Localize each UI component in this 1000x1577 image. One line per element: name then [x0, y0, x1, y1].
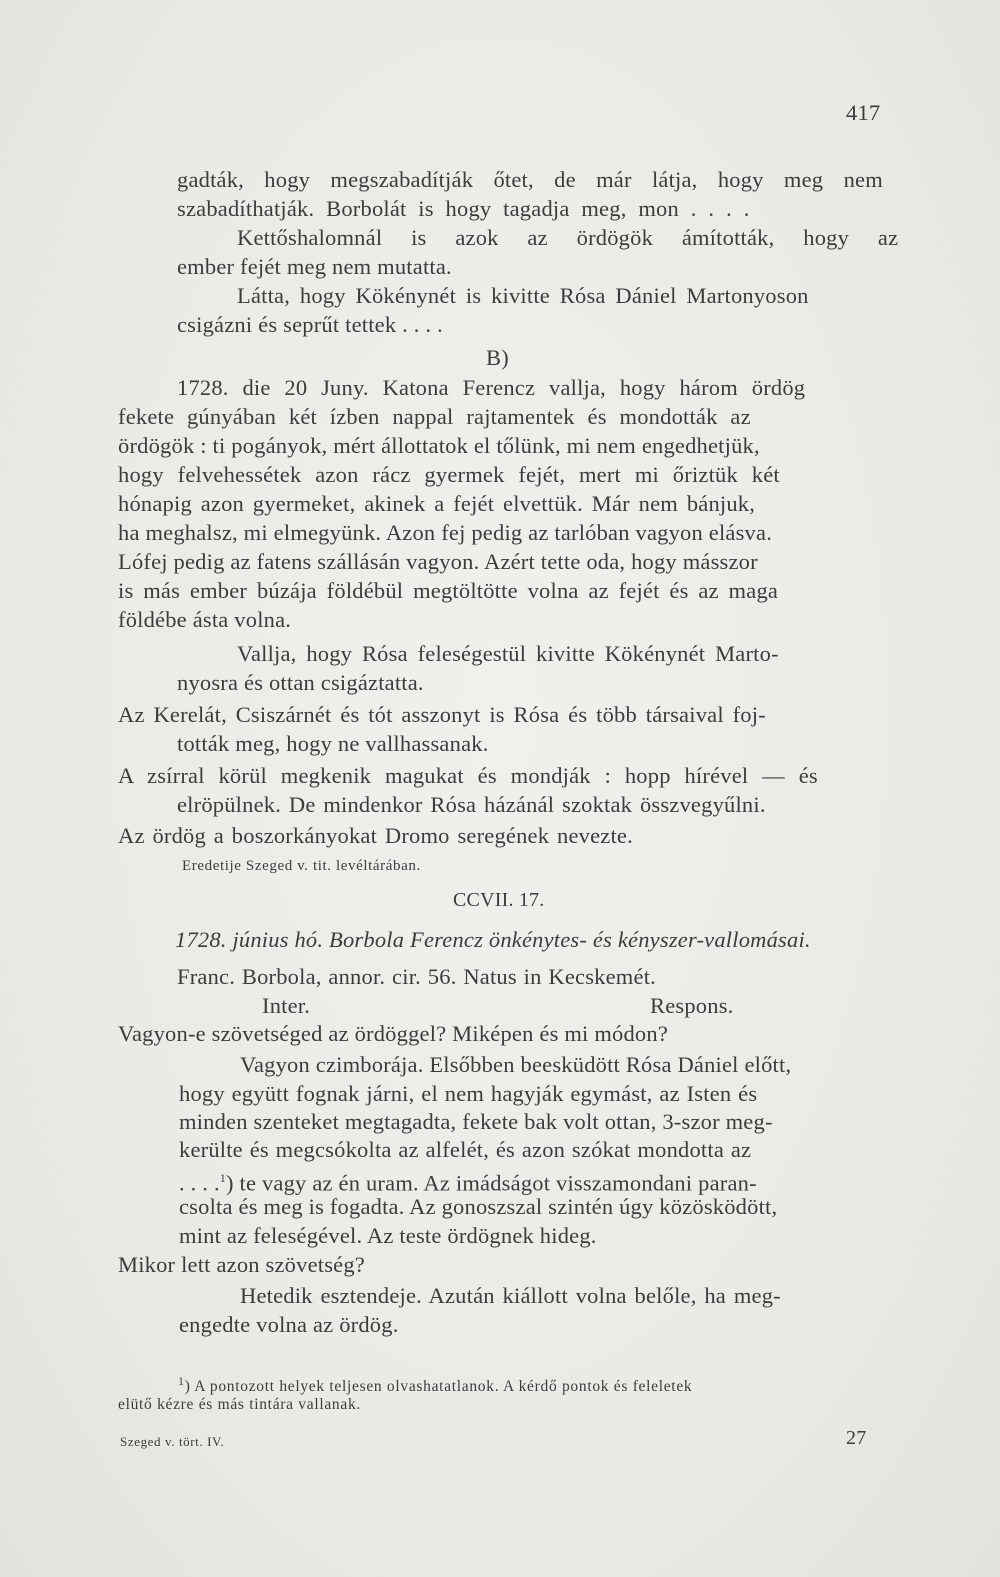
- text-line: tották meg, hogy ne vallhassanak.: [177, 731, 489, 756]
- footnote-continuation: elütő kézre és más tintára vallanak.: [118, 1396, 361, 1413]
- text-line: [177, 166, 883, 194]
- column-label-respons: Respons.: [650, 993, 734, 1018]
- page-number: 417: [846, 100, 881, 125]
- text-line: kerülte és megcsókolta az alfelét, és azon szókat mondotta az: [179, 1137, 752, 1162]
- ellipsis: . . . .: [179, 1170, 220, 1196]
- word: hogy: [717, 167, 764, 192]
- text-line: Látta, hogy Kökénynét is kivitte Rósa Dániel Martonyoson: [237, 283, 809, 308]
- word: látja,: [651, 167, 698, 192]
- text-line: Az ördög a boszorkányokat Dromo seregének nevezte.: [118, 823, 633, 848]
- text-line: csigázni és seprűt tettek . . . .: [177, 312, 443, 337]
- text-line: hogy felvehessétek azon rácz gyermek fejét, mert mi őriztük két: [118, 462, 780, 487]
- text-line: mint az feleségével. Az teste ördögnek hideg.: [179, 1223, 597, 1248]
- text-line: ördögök : ti pogányok, mért állottatok el tőlünk, mi nem engedhetjük,: [118, 433, 760, 458]
- section-letter: B): [486, 345, 509, 370]
- text-line: szabadíthatják. Borbolát is hogy tagadja meg, mon . . . .: [177, 196, 750, 221]
- text-line: Kettőshalomnál is azok az ördögök ámították, hogy az: [237, 225, 899, 250]
- archive-note: Eredetije Szeged v. tit. levéltárában.: [182, 858, 421, 874]
- sheet-number: 27: [846, 1427, 867, 1449]
- text-line: hónapig azon gyermeket, akinek a fejét elvettük. Már nem bánjuk,: [118, 491, 756, 516]
- text-line: elröpülnek. De mindenkor Rósa házánál szoktak összvegyűlni.: [177, 792, 766, 817]
- word: meg: [783, 167, 824, 192]
- document-heading: 1728. június hó. Borbola Ferencz önkénytes- és kényszer-vallomásai.: [175, 927, 811, 952]
- column-label-inter: Inter.: [262, 993, 311, 1018]
- text-line: minden szenteket megtagadta, fekete bak volt ottan, 3-szor meg-: [179, 1109, 773, 1134]
- word: gadták,: [177, 167, 244, 192]
- text-line: fekete gúnyában két ízben nappal rajtamentek és mondották az: [118, 404, 751, 429]
- text-line: ha meghalsz, mi elmegyünk. Azon fej pedig az tarlóban vagyon elásva.: [118, 520, 773, 545]
- text-line: Vallja, hogy Rósa feleségestül kivitte Kökénynét Marto-: [237, 641, 779, 666]
- text-line: hogy együtt fognak járni, el nem hagyják egymást, az Isten és: [179, 1081, 758, 1106]
- text-line: Lófej pedig az fatens szállásán vagyon. Azért tette oda, hogy másszor: [118, 549, 758, 574]
- line-continuation: ) te vagy az én uram. Az imádságot visszamondani paran-: [225, 1170, 757, 1196]
- text-line: engedte volna az ördög.: [179, 1312, 399, 1337]
- question-line: Vagyon-e szövetséged az ördöggel? Miképen és mi módon?: [118, 1021, 669, 1046]
- word: őtet,: [493, 167, 534, 192]
- text-line: is más ember búzája földébül megtöltötte volna az fejét és az maga: [118, 578, 779, 603]
- word: nem: [843, 167, 883, 192]
- text-line: csolta és meg is fogadta. Az gonoszszal szintén úgy közösködött,: [179, 1194, 778, 1219]
- footnote-number: 1: [178, 1374, 185, 1388]
- text-line: Az Kerelát, Csiszárnét és tót asszonyt is Rósa és több társaival foj-: [118, 702, 766, 727]
- text-line: Vagyon czimborája. Elsőbben beesküdött Rósa Dániel előtt,: [240, 1052, 792, 1077]
- word: már: [596, 167, 632, 192]
- question-line: Mikor lett azon szövetség?: [118, 1252, 365, 1277]
- document-number: CCVII. 17.: [453, 889, 545, 911]
- word: hogy: [264, 167, 311, 192]
- word: megszabadítják: [330, 167, 474, 192]
- text-line: ember fejét meg nem mutatta.: [177, 254, 452, 279]
- text-line: Franc. Borbola, annor. cir. 56. Natus in Kecskemét.: [177, 964, 656, 989]
- word: de: [554, 167, 576, 192]
- printer-signature: Szeged v. tört. IV.: [120, 1434, 225, 1449]
- text-line: 1728. die 20 Juny. Katona Ferencz vallja, hogy három ördög: [177, 375, 806, 400]
- text-line: földébe ásta volna.: [118, 607, 292, 632]
- text-line: nyosra és ottan csigáztatta.: [177, 670, 424, 695]
- text-line: A zsírral körül megkenik magukat és mondják : hopp hírével — és: [118, 763, 818, 788]
- text-line: Hetedik esztendeje. Azután kiállott volna belőle, ha meg-: [240, 1283, 781, 1308]
- footnote-marker: 1: [219, 1171, 226, 1185]
- footnote-text: ) A pontozott helyek teljesen olvashatatlanok. A kérdő pontok és feleletek: [184, 1378, 693, 1396]
